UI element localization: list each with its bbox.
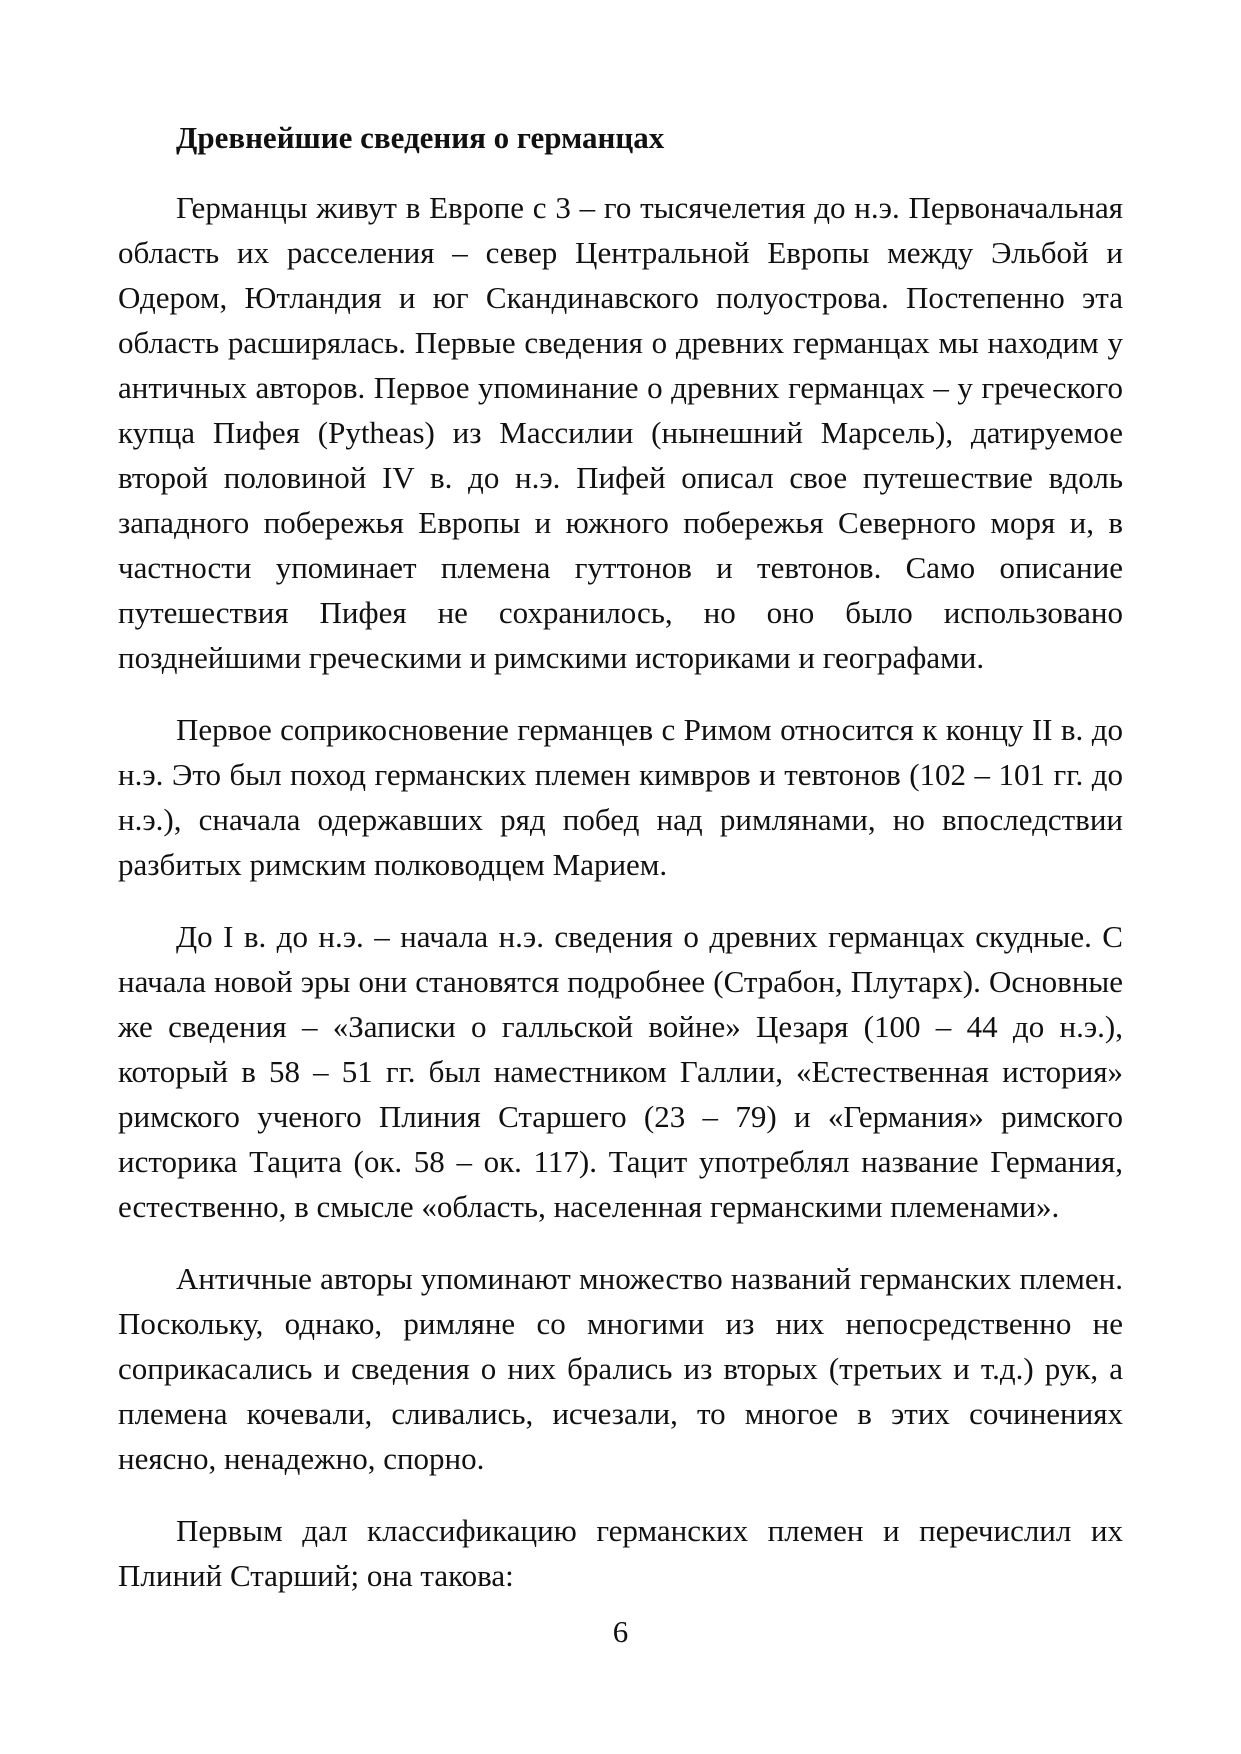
page-number: 6: [612, 1614, 629, 1649]
paragraph-2: Первое соприкосновение германцев с Римом относится к концу II в. до н.э. Это был поход германских племен кимвров и тевтонов (102 – 101 гг. до н.э.), сначала одержавших ряд побед над римлянами, но впоследствии разбитых римским полководцем Марием.: [118, 712, 1123, 882]
text-block: [118, 118, 1123, 1625]
paragraph-5: Первым дал классификацию германских племен и перечислил их Плиний Старший; она такова:: [118, 1513, 1123, 1593]
paragraph-4: Античные авторы упоминают множество названий германских племен. Поскольку, однако, римляне со многими из них непосредственно не соприкасались и сведения о них брались из вторых (третьих и т.д.) рук, а племена кочевали, сливались, исчезали, то многое в этих сочинениях неясно, ненадежно, спорно.: [118, 1261, 1123, 1476]
paragraph-3: До I в. до н.э. – начала н.э. сведения о древних германцах скудные. С начала новой эры они становятся подробнее (Страбон, Плутарх). Основные же сведения – «Записки о галльской войне» Цезаря (100 – 44 до н.э.), который в 58 – 51 гг. был наместником Галлии, «Естественная история» римского ученого Плиния Старшего (23 – 79) и «Германия» римского историка Тацита (ок. 58 – ок. 117). Тацит употреблял название Германия, естественно, в смысле «область, населенная германскими племенами».: [118, 919, 1123, 1224]
section-heading: Древнейшие сведения о германцах: [176, 120, 665, 155]
paragraph-1: Германцы живут в Европе с 3 – го тысячелетия до н.э. Первоначальная область их расселения – север Центральной Европы между Эльбой и Одером, Ютландия и юг Скандинавского полуострова. Постепенно эта область расширялась. Первые сведения о древних германцах мы находим у античных авторов. Первое упоминание о древних германцах – у греческого купца Пифея (Pytheas) из Массилии (нынешний Марсель), датируемое второй половиной IV в. до н.э. Пифей описал свое путешествие вдоль западного побережья Европы и южного побережья Северного моря и, в частности упоминает племена гуттонов и тевтонов. Само описание путешествия Пифея не сохранилось, но оно было использовано позднейшими греческими и римскими историками и географами.: [118, 190, 1123, 675]
